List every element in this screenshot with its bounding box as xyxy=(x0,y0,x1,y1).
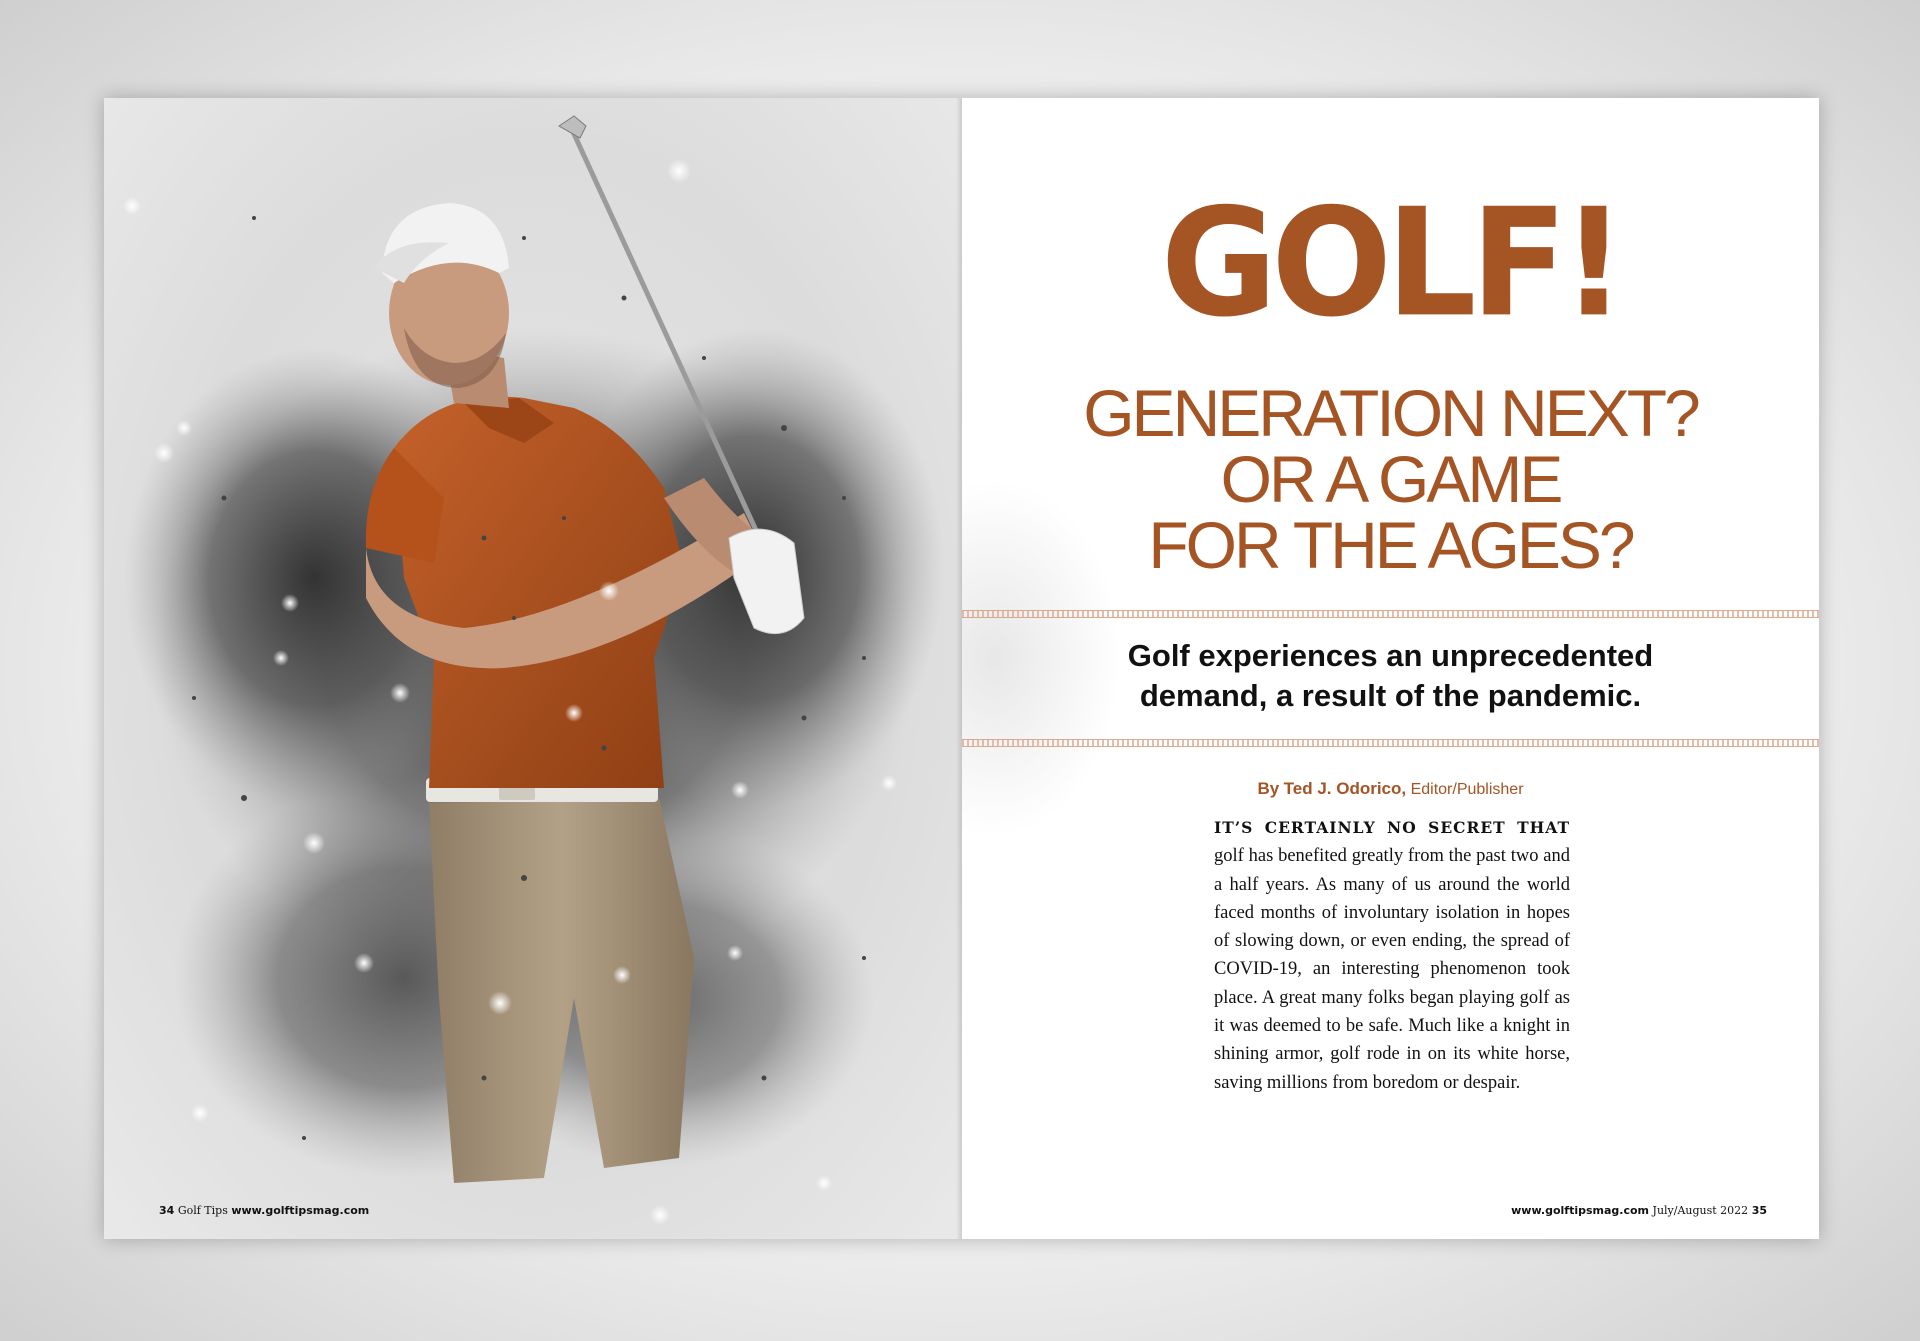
deck xyxy=(962,636,1819,716)
headline: GOLF! xyxy=(1160,176,1621,351)
magazine-name: Golf Tips xyxy=(177,1204,228,1217)
subhead-line: GENERATION NEXT? xyxy=(1083,376,1698,450)
right-page xyxy=(962,98,1819,1239)
website-url-right[interactable]: www.golftipsmag.com xyxy=(1511,1204,1650,1217)
decorative-rule-bottom xyxy=(962,739,1819,747)
body-paragraph: golf has benefited greatly from the past two and a half years. As many of us around the world faced months of involuntary isolation in hopes of slowing down, or even ending, the spread of COVID-19, an interesting phenomenon took place. A great many folks began playing golf as it was deemed to be safe. Much like a knight in shining armor, golf rode in on its white horse, saving millions from boredom or despair. xyxy=(1214,846,1570,1093)
article-body xyxy=(1214,814,1570,1097)
byline-prefix: By xyxy=(1257,779,1280,798)
deck-line: demand, a result of the pandemic. xyxy=(1139,678,1642,713)
folio-left xyxy=(159,1204,369,1217)
page-number-left: 34 xyxy=(159,1204,175,1217)
byline-author: Ted J. Odorico, xyxy=(1283,779,1407,798)
magazine-spread xyxy=(104,98,1819,1239)
left-page xyxy=(104,98,962,1239)
decorative-rule-top xyxy=(962,610,1819,618)
byline-role: Editor/Publisher xyxy=(1410,781,1524,798)
website-url-left[interactable]: www.golftipsmag.com xyxy=(231,1204,370,1217)
deck-line: Golf experiences an unprecedented xyxy=(1127,638,1654,673)
page-number-right: 35 xyxy=(1751,1204,1767,1217)
folio-right xyxy=(1511,1204,1767,1217)
golfer-photo xyxy=(104,98,962,1239)
subhead-line: FOR THE AGES? xyxy=(1148,508,1633,582)
issue-date: July/August 2022 xyxy=(1652,1204,1749,1217)
subhead-line: OR A GAME xyxy=(1220,442,1561,516)
byline xyxy=(962,779,1819,799)
body-lead-in: IT’S CERTAINLY NO SECRET THAT xyxy=(1214,818,1570,837)
subhead xyxy=(962,376,1819,582)
